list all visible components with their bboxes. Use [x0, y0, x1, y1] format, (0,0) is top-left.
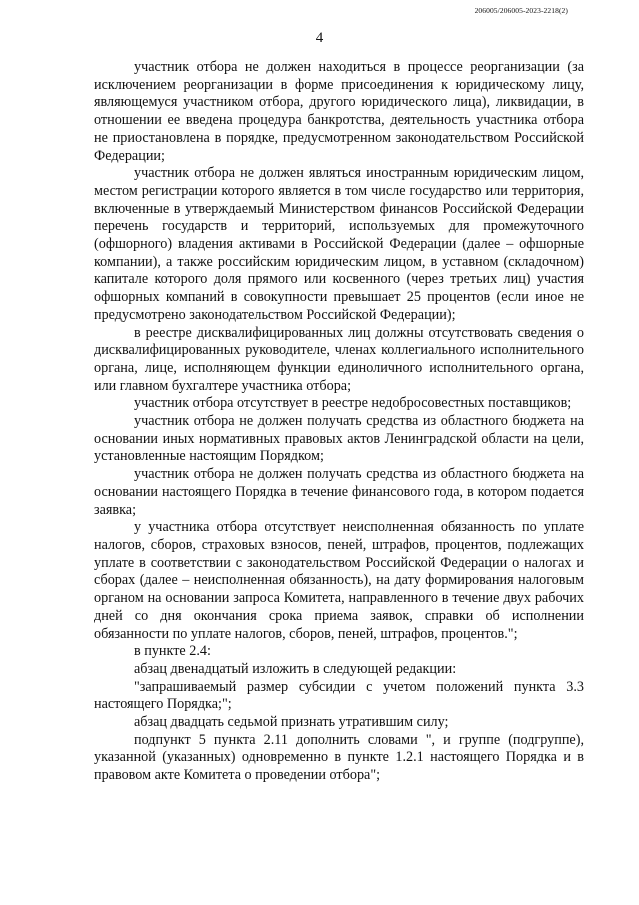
- paragraph-unreliable-suppliers: участник отбора отсутствует в реестре недобросовестных поставщиков;: [134, 395, 572, 412]
- document-body: [94, 59, 584, 785]
- paragraph-clause-2-4: в пункте 2.4:: [134, 643, 211, 660]
- paragraph-offshore: участник отбора не должен являться иностранным юридическим лицом, местом регистрации которого является в том числе государство или территория, включенные в утверждаемый Министерством финансов Российской Федерации перечень государств и территорий, используемых для промежуточного (офшорного) владения активами в Российской Федерации (далее – офшорные компании), а также российским юридическим лицом, в уставном (складочном) капитале которого доля прямого или косвенного (через третьих лиц) участия офшорных компаний в совокупности превышает 25 процентов (если иное не предусмотрено законодательством Российской Федерации);: [94, 165, 584, 323]
- paragraph-same-year-funding: участник отбора не должен получать средства из областного бюджета на основании настоящего Порядка в течение финансового года, в котором подается заявка;: [94, 466, 584, 518]
- paragraph-other-acts-funding: участник отбора не должен получать средства из областного бюджета на основании иных нормативных правовых актов Ленинградской области на цели, установленные настоящим Порядком;: [94, 413, 584, 465]
- paragraph-subsidy-amount: "запрашиваемый размер субсидии с учетом положений пункта 3.3 настоящего Порядка;";: [94, 678, 584, 713]
- paragraph-abzac-12: абзац двенадцатый изложить в следующей редакции:: [134, 660, 457, 677]
- document-id: 206005/206005-2023-2218(2): [474, 6, 568, 15]
- paragraph-disqualified-registry: в реестре дисквалифицированных лиц должны отсутствовать сведения о дисквалифицированных руководителе, членах коллегиального исполнительного органа, лице, исполняющем функции единоличного исполнительного органа, или главном бухгалтере участника отбора;: [94, 324, 584, 394]
- paragraph-tax-obligation: у участника отбора отсутствует неисполненная обязанность по уплате налогов, сборов, страховых взносов, пеней, штрафов, процентов, подлежащих уплате в соответствии с законодательством Российской Федерации о налогах и сборах (далее – неисполненная обязанность), на дату формирования налоговым органом на основании запроса Комитета, направленного в течение двух рабочих дней со дня окончания срока приема заявок, справки об исполнении обязанности по уплате налогов, сборов, пеней, штрафов, процентов.";: [94, 519, 584, 642]
- paragraph-reorganization: участник отбора не должен находиться в процессе реорганизации (за исключением реорганизации в форме присоединения к юридическому лицу, являющемуся участником отбора, другого юридического лица), ликвидации, в отношении ее введена процедура банкротства, деятельность участника отбора не приостановлена в порядке, предусмотренном законодательством Российской Федерации;: [94, 59, 584, 164]
- page-number: 4: [315, 30, 324, 46]
- paragraph-abzac-27: абзац двадцать седьмой признать утратившим силу;: [134, 714, 449, 731]
- paragraph-subclause-5: подпункт 5 пункта 2.11 дополнить словами ", и группе (подгруппе), указанной (указанных) одновременно в пункте 1.2.1 настоящего Порядка и в правовом акте Комитета о проведении отбора";: [94, 731, 584, 784]
